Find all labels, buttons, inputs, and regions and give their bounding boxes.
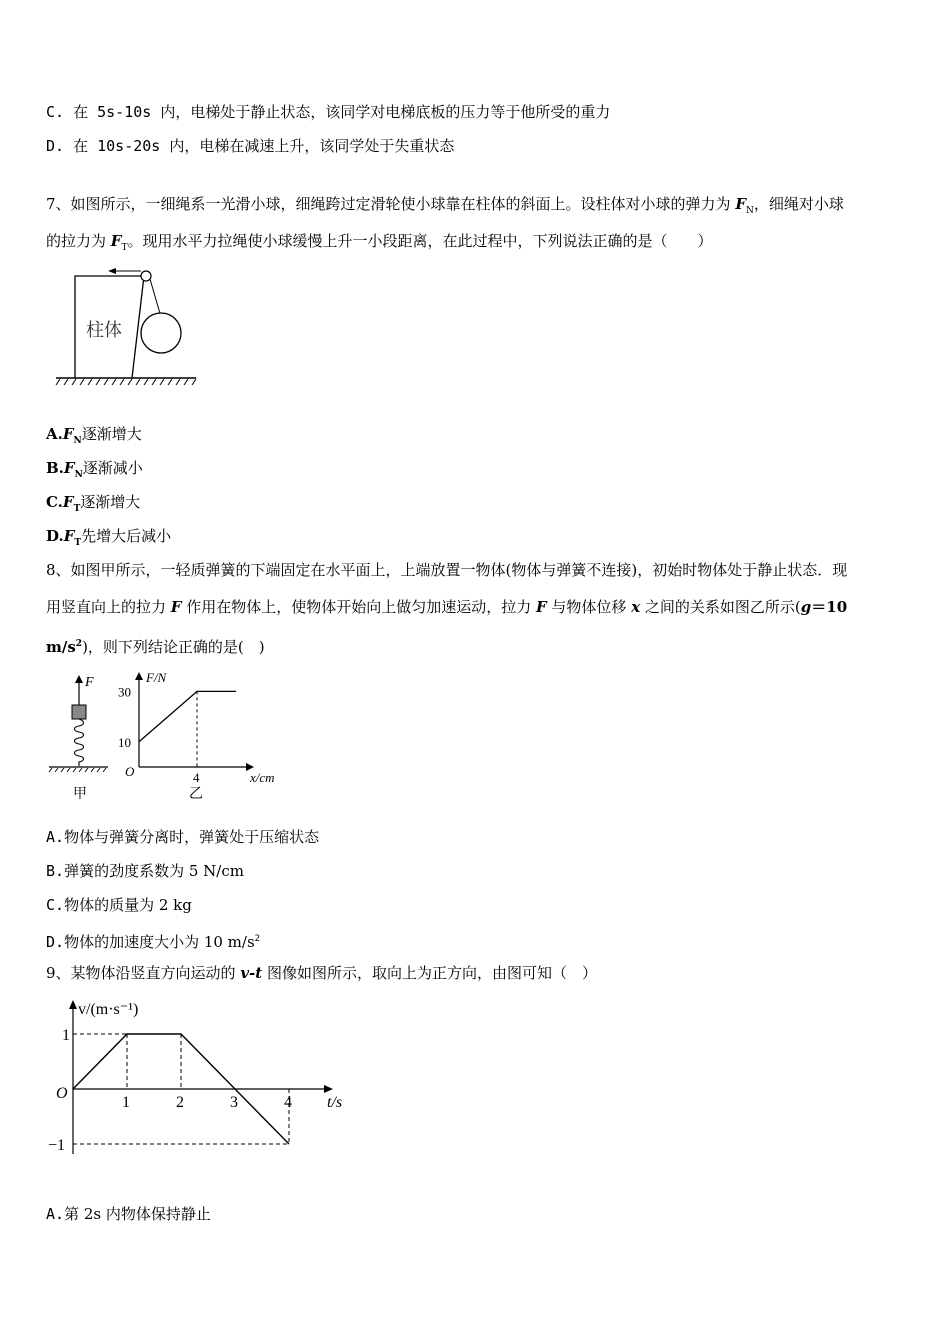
arrow-left-icon <box>108 268 116 274</box>
q8-jia-force-label: F <box>85 675 94 690</box>
q7-stem-text: ，细绳对小球 <box>753 195 844 213</box>
q7-symbol-ft: F <box>110 232 122 250</box>
option-c-text: C. 在 5s-10s 内，电梯处于静止状态，该同学对电梯底板的压力等于他所受的重力 <box>46 103 611 121</box>
y-tick-label: 10 <box>118 734 131 750</box>
origin-label: O <box>56 1085 68 1102</box>
q9-option-a: A.第 2s 内物体保持静止 <box>46 1205 211 1223</box>
q8-force-displacement-chart <box>114 666 294 808</box>
ball-icon <box>141 313 181 353</box>
spring-icon <box>75 719 84 766</box>
y-tick-label: −1 <box>48 1137 66 1154</box>
origin-label: O <box>125 764 135 779</box>
x-tick-label: 3 <box>230 1094 238 1111</box>
q7-stem-text: 7、如图所示，一细绳系一光滑小球，细绳跨过定滑轮使小球靠在柱体的斜面上。设柱体对小球的弹力为 <box>46 195 736 213</box>
x-axis-label: x/cm <box>250 770 275 785</box>
y-axis-label: v/(m·s⁻¹) <box>78 1001 139 1018</box>
q7-symbol-fn-sub: N <box>745 206 754 216</box>
arrow-up-icon <box>69 1000 77 1009</box>
y-axis-label: F/N <box>146 670 167 685</box>
arrow-right-icon <box>324 1085 333 1093</box>
q7-stem-text: 的拉力为 <box>46 232 111 250</box>
q7-option-c: $C.F_T$逐渐增大 <box>46 493 141 514</box>
x-tick-label: 1 <box>122 1094 130 1111</box>
option-d-text: D. 在 10s-20s 内，电梯在减速上升，该同学处于失重状态 <box>46 137 455 155</box>
q8-stem-line3: $m/s^2$)，则下列结论正确的是( ) <box>46 638 265 656</box>
x-axis-label: t/s <box>327 1094 343 1111</box>
q8-stem-line1: 8、如图甲所示，一轻质弹簧的下端固定在水平面上，上端放置一物体(物体与弹簧不连接)，初始时物体处于静止状态．现 <box>46 561 848 579</box>
q8-option-c: C.物体的质量为 2 kg <box>46 896 192 914</box>
q8-yi-caption: 乙 <box>189 787 203 802</box>
q7-stem-line1 <box>46 194 844 221</box>
q9-vt-chart <box>40 994 360 1166</box>
q7-symbol-fn: F <box>735 195 746 213</box>
q7-pillar-figure <box>50 262 210 390</box>
q7-symbol-ft-sub: T <box>121 243 128 253</box>
x-tick-label: 4 <box>193 770 200 785</box>
q8-stem-line2: 用竖直向上的拉力 F 作用在物体上，使物体开始向上做匀加速运动，拉力 F 与物体位移 x 之间的关系如图乙所示(g＝10 <box>46 598 848 616</box>
q8-option-b: B.弹簧的劲度系数为 5 N/cm <box>46 862 244 880</box>
x-tick-label: 2 <box>176 1094 184 1111</box>
q8-spring-figure <box>44 670 124 808</box>
q9-stem: 9、某物体沿竖直方向运动的 v-t 图像如图所示，取向上为正方向，由图可知（ ） <box>46 964 597 982</box>
q7-option-d: $D.F_T$先增大后减小 <box>46 527 172 548</box>
q8-option-d: D.物体的加速度大小为 10 $m/s^2$ <box>46 933 261 951</box>
force-line <box>139 691 236 741</box>
arrow-up-icon <box>135 672 143 680</box>
y-tick-label: 1 <box>62 1027 70 1044</box>
x-tick-label: 4 <box>284 1094 292 1111</box>
pulley-icon <box>141 271 151 281</box>
q8-jia-caption: 甲 <box>73 787 87 802</box>
q7-option-b: $B.F_N$逐渐减小 <box>46 459 143 480</box>
q7-option-a: $A.F_N$逐渐增大 <box>46 425 142 446</box>
q8-option-a: A.物体与弹簧分离时，弹簧处于压缩状态 <box>46 828 320 846</box>
q7-stem-text: 。现用水平力拉绳使小球缓慢上升一小段距离，在此过程中，下列说法正确的是（ ） <box>127 232 713 250</box>
y-tick-label: 30 <box>118 684 131 700</box>
q7-stem-line2 <box>46 231 712 258</box>
arrow-up-icon <box>75 675 83 683</box>
q7-pillar-label: 柱体 <box>86 320 122 340</box>
block-icon <box>72 705 86 719</box>
